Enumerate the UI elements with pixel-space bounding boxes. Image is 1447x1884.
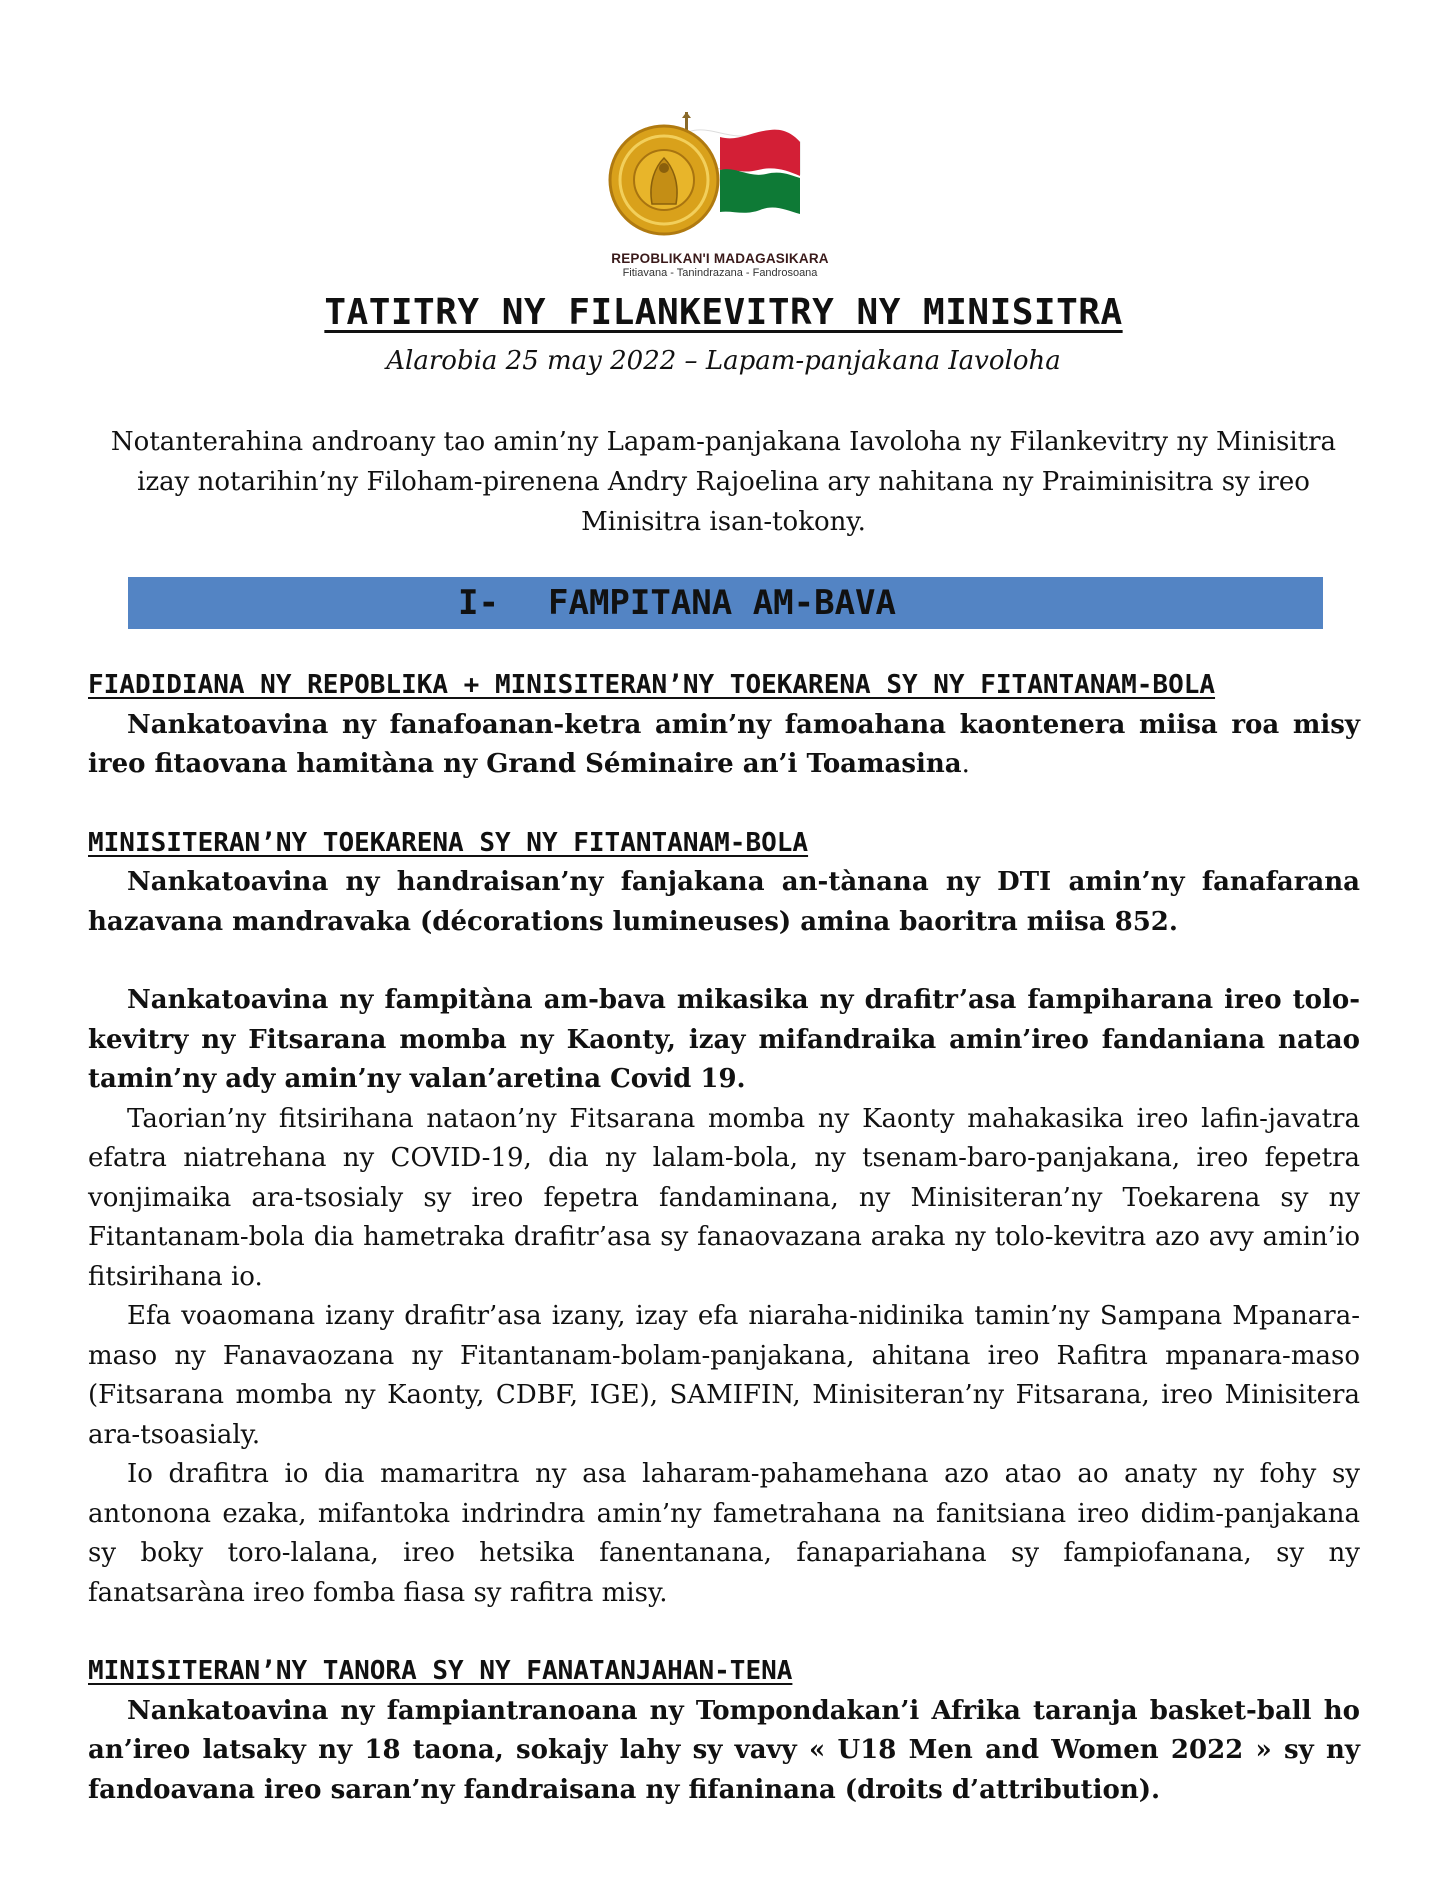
document-title: TATITRY NY FILANKEVITRY NY MINISITRA	[324, 292, 1123, 333]
spacer	[88, 942, 1360, 981]
section-number: I-	[458, 583, 499, 623]
heading-youth-sports: MINISITERAN’NY TANORA SY NY FANATANJAHAN-TENA	[88, 1656, 793, 1686]
spacer	[88, 1613, 1360, 1652]
paragraph-plan-prepared: Efa voaomana izany drafitr’asa izany, izay efa niaraha-nidinika tamin’ny Sampana Mpanara-maso ny Fanavaozana ny Fitantanam-bolam-panjakana, ahitana ireo Rafitra mpanara-maso (Fitsarana momba ny Kaonty, CDBF, IGE), SAMIFIN, Minisiteran’ny Fitsarana, ireo Minisitera ara-tsoasialy.	[88, 1301, 1360, 1450]
document-subtitle: Alarobia 25 may 2022 – Lapam-panjakana Iavoloha	[386, 346, 1061, 376]
heading-presidency-economy: FIADIDIANA NY REPOBLIKA + MINISITERAN’NY TOEKARENA SY NY FITANTANAM-BOLA	[88, 670, 1216, 700]
paragraph-covid-plan: Nankatoavina ny fampitàna am-bava mikasika ny drafitr’asa fampiharana ireo tolo-kevitry ny Fitsarana momba ny Kaonty, izay mifandraika amin’ireo fandaniana natao tamin’ny ady amin’ny valan’aretina Covid 19.	[88, 985, 1360, 1094]
section-title: FAMPITANA AM-BAVA	[548, 583, 896, 623]
spacer	[88, 785, 1360, 824]
emblem-motto: Fitiavana - Tanindrazana - Fandrosoana	[622, 267, 818, 279]
paragraph-dti-lights: Nankatoavina ny handraisan’ny fanjakana an-tànana ny DTI amin’ny fanafarana hazavana mandravaka (décorations lumineuses) amina baoritra miisa 852.	[88, 867, 1360, 937]
heading-economy-finance: MINISITERAN’NY TOEKARENA SY NY FITANTANAM-BOLA	[88, 827, 809, 858]
document-body	[88, 666, 1360, 1810]
section-banner	[128, 577, 1323, 629]
intro-paragraph: Notanterahina androany tao amin’ny Lapam-panjakana Iavoloha ny Filankevitry ny Minisitra izay notarihin’ny Filoham-pirenena Andry Rajoelina ary nahitana ny Praiminisitra sy ireo Minisitra isan-tokony.	[110, 427, 1337, 537]
paragraph-plan-priorities: Io drafitra io dia mamaritra ny asa laharam-pahamehana azo atao ao anaty ny fohy sy antonona ezaka, mifantoka indrindra amin’ny fametrahana na fanitsiana ireo didim-panjakana sy boky toro-lalana, ireo hetsika fanentanana, fanapariahana sy fampiofanana, sy ny fanatsaràna ireo fomba fiasa sy rafitra misy.	[88, 1459, 1360, 1608]
paragraph-container-exemption-text: Nankatoavina ny fanafoanan-ketra amin’ny famoahana kaontenera miisa roa misy ireo fitaovana hamitàna ny Grand Séminaire an’i Toamasina	[88, 709, 1360, 779]
paragraph-basketball: Nankatoavina ny fampiantranoana ny Tompondakan’i Afrika taranja basket-ball ho an’ireo latsaky ny 18 taona, sokajy lahy sy vavy « U18 Men and Women 2022 » sy ny fandoavana ireo saran’ny fandraisana ny fifaninana (droits d’attribution).	[88, 1695, 1360, 1805]
paragraph-container-exemption	[88, 706, 1360, 785]
paragraph-period: .	[961, 749, 970, 779]
emblem-title: REPOBLIKAN'I MADAGASIKARA	[611, 251, 829, 266]
paragraph-audit: Taorian’ny fitsirihana nataon’ny Fitsarana momba ny Kaonty mahakasika ireo lafin-javatra efatra niatrehana ny COVID-19, dia ny lalam-bola, ny tsenam-baro-panjakana, ireo fepetra vonjimaika ara-tsosialy sy ireo fepetra fandaminana, ny Minisiteran’ny Toekarena sy ny Fitantanam-bola dia hametraka drafitr’asa sy fanaovazana araka ny tolo-kevitra azo avy amin’io fitsirihana io.	[88, 1103, 1360, 1292]
